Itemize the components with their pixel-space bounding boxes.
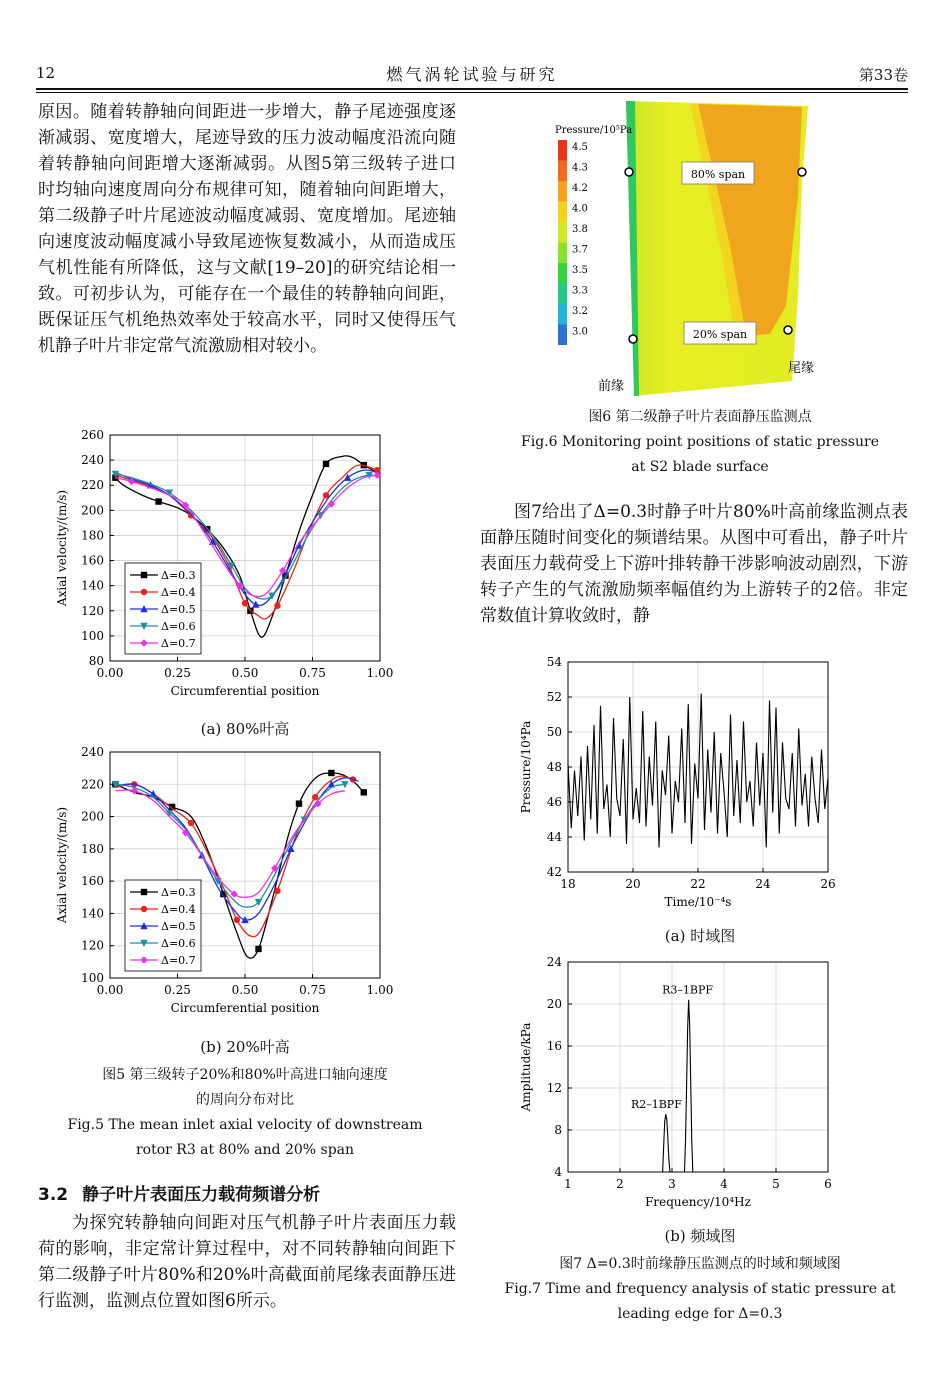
fig7a-subcaption: (a) 时域图	[664, 927, 736, 945]
x-tick-label: 0.25	[164, 666, 191, 680]
y-tick-label: 240	[81, 453, 104, 468]
page-number: 12	[36, 64, 56, 82]
data-point	[312, 794, 318, 800]
legend-entry: Δ=0.4	[161, 586, 196, 599]
section-title: 静子叶片表面压力载荷频谱分析	[82, 1185, 321, 1205]
y-tick-label: 220	[81, 777, 104, 792]
fig5-caption-cn-2: 的周向分布对比	[196, 1092, 294, 1108]
legend-entry: Δ=0.3	[161, 569, 196, 582]
fig5b-subcaption: (b) 20%叶高	[200, 1038, 290, 1056]
legend-entry: Δ=0.5	[161, 603, 196, 616]
monitor-point-te-20	[784, 326, 792, 334]
y-tick-label: 100	[81, 971, 104, 985]
fig5-caption-en-2: rotor R3 at 80% and 20% span	[135, 1142, 355, 1158]
colorbar-tick-label: 4.0	[572, 203, 588, 215]
fig6-caption-cn: 图6 第二级静子叶片表面静压监测点	[588, 409, 812, 425]
colorbar-tick-label: 3.8	[572, 224, 588, 235]
journal-title: 燃气涡轮试验与研究	[386, 65, 558, 84]
y-tick-label: 42	[546, 865, 562, 879]
y-tick-label: 160	[81, 553, 104, 568]
colorbar-tick-label: 3.3	[572, 285, 588, 297]
y-tick-label: 140	[81, 906, 104, 921]
colorbar-swatch	[558, 222, 567, 243]
page-header	[36, 62, 908, 84]
legend-entry: Δ=0.7	[161, 637, 196, 650]
y-axis-label: Pressure/10⁴Pa	[519, 720, 533, 814]
fig7-caption-cn: 图7 Δ=0.3时前缘静压监测点的时域和频域图	[559, 1256, 841, 1272]
label-20-span: 20% span	[692, 328, 748, 341]
x-tick-label: 22	[690, 877, 706, 891]
colorbar-tick-label: 3.2	[572, 306, 588, 317]
colorbar-swatch	[558, 243, 567, 264]
label-trailing-edge: 尾缘	[788, 361, 815, 376]
peak-annotation: R2–1BPF	[630, 1097, 682, 1111]
legend-entry: Δ=0.6	[161, 937, 196, 950]
x-tick-label: 1.00	[366, 983, 394, 997]
fig6-caption-en-2: at S2 blade surface	[631, 459, 769, 475]
x-axis-label: Frequency/10⁴Hz	[645, 1195, 751, 1209]
monitor-point-le-20	[629, 335, 637, 343]
monitor-point-le-80	[625, 168, 633, 176]
y-tick-label: 200	[81, 503, 104, 518]
y-tick-label: 220	[81, 478, 104, 493]
y-tick-label: 200	[81, 809, 104, 824]
y-tick-label: 120	[81, 603, 104, 618]
volume-label: 第33卷	[858, 66, 908, 84]
fig7-caption-en-1: Fig.7 Time and frequency analysis of static pressure at	[504, 1281, 896, 1297]
fig5-caption	[30, 1063, 460, 1163]
y-tick-label: 12	[546, 1081, 562, 1095]
legend-marker	[141, 589, 147, 595]
x-tick-label: 18	[560, 877, 576, 891]
x-tick-label: 0.75	[299, 666, 326, 680]
fig5-caption-en-1: Fig.5 The mean inlet axial velocity of downstream	[67, 1117, 423, 1133]
fig5b-chart	[30, 742, 460, 1042]
series-line	[663, 1000, 693, 1172]
y-axis-label: Axial velocity/(m/s)	[55, 806, 69, 924]
fig7a-chart	[510, 652, 840, 924]
legend-entry: Δ=0.4	[161, 903, 196, 916]
fig5-caption-cn-1: 图5 第三级转子20%和80%叶高进口轴向速度	[102, 1067, 388, 1083]
data-point	[188, 820, 194, 826]
colorbar-tick-label: 3.5	[572, 265, 588, 276]
series-1	[663, 1000, 693, 1172]
section-paragraph: 为探究转静轴向间距对压气机静子叶片表面压力载荷的影响，非定常计算过程中，对不同转静轴向间距下第二级静子叶片80%和20%叶高截面前尾缘表面静压进行监测，监测点位置如图6所示。	[38, 1213, 456, 1311]
colorbar-swatch	[558, 161, 567, 182]
y-tick-label: 4	[554, 1165, 562, 1179]
y-tick-label: 120	[81, 938, 104, 953]
x-tick-label: 0.50	[231, 983, 259, 997]
y-tick-label: 20	[546, 997, 562, 1011]
fig7-caption-en-2: leading edge for Δ=0.3	[617, 1306, 783, 1322]
colorbar-tick-label: 4.5	[572, 142, 588, 153]
colorbar	[558, 140, 588, 345]
y-tick-label: 140	[81, 578, 104, 593]
data-point	[328, 770, 334, 776]
x-tick-label: 1	[564, 1177, 572, 1191]
x-tick-label: 20	[625, 877, 641, 891]
colorbar-swatch	[558, 140, 567, 161]
data-point	[361, 789, 367, 795]
fig5a-subcaption: (a) 80%叶高	[200, 720, 290, 738]
y-tick-label: 260	[81, 428, 104, 442]
data-point	[274, 888, 280, 894]
y-tick-label: 80	[88, 654, 104, 668]
data-point	[252, 601, 259, 608]
y-tick-label: 50	[546, 725, 562, 739]
data-point	[296, 800, 302, 806]
data-point	[242, 600, 248, 606]
x-tick-label: 1.00	[366, 666, 394, 680]
fig5a-chart	[30, 425, 460, 725]
left-paragraph: 原因。随着转静轴向间距进一步增大，静子尾迹强度逐渐减弱、宽度增大，尾迹导致的压力波动幅度沿流向随着转静轴向间距增大逐渐减弱。从图5第三级转子进口时均轴向速度周向分布规律可知，随着轴向间距增大，第二级静子叶片尾迹波动幅度减弱、宽度增加。尾迹轴向速度波动幅度减小导致尾迹恢复数减小，从而造成压气机性能有所降低，这与文献[19–20]的研究结论相一致。可初步认为，可能存在一个最佳的转静轴向间距，既保证压气机绝热效率处于较高水平，同时又使得压气机静子叶片非定常气流激励相对较小。	[38, 102, 456, 356]
colorbar-tick-label: 4.3	[572, 162, 588, 174]
colorbar-title: Pressure/10⁵Pa	[555, 125, 633, 136]
legend-entry: Δ=0.6	[161, 620, 196, 633]
x-tick-label: 5	[772, 1177, 780, 1191]
legend-marker	[141, 906, 147, 912]
label-80-span: 80% span	[690, 168, 746, 181]
x-tick-label: 6	[824, 1177, 832, 1191]
x-tick-label: 0.75	[299, 983, 326, 997]
legend	[125, 563, 201, 654]
y-tick-label: 240	[81, 745, 104, 759]
x-tick-label: 0.25	[164, 983, 191, 997]
colorbar-tick-label: 3.7	[572, 244, 588, 256]
label-leading-edge: 前缘	[598, 379, 625, 394]
fig6-contour-figure	[540, 96, 840, 402]
fig7b-chart	[510, 952, 840, 1224]
x-tick-label: 26	[820, 877, 836, 891]
colorbar-swatch	[558, 284, 567, 305]
fig7-caption	[480, 1252, 920, 1327]
legend-entry: Δ=0.5	[161, 920, 196, 933]
x-tick-label: 0.50	[231, 666, 259, 680]
y-tick-label: 160	[81, 874, 104, 889]
x-axis-label: Circumferential position	[170, 1001, 320, 1015]
fig6-caption-en-1: Fig.6 Monitoring point positions of static pressure	[521, 434, 879, 450]
monitor-point-te-80	[798, 168, 806, 176]
x-tick-label: 4	[720, 1177, 728, 1191]
y-tick-label: 24	[546, 955, 562, 969]
peak-annotation: R3–1BPF	[662, 983, 714, 997]
y-tick-label: 180	[81, 841, 104, 856]
x-tick-label: 3	[668, 1177, 676, 1191]
y-tick-label: 46	[546, 795, 562, 809]
section-number: 3.2	[38, 1185, 69, 1205]
colorbar-swatch	[558, 325, 567, 346]
y-tick-label: 54	[546, 655, 562, 669]
x-axis-label: Circumferential position	[170, 684, 320, 698]
colorbar-swatch	[558, 304, 567, 325]
fig6-caption	[480, 405, 920, 480]
header-rule-thick	[36, 88, 908, 90]
x-axis-label: Time/10⁻⁴s	[664, 895, 732, 909]
right-paragraph: 图7给出了Δ=0.3时静子叶片80%叶高前缘监测点表面静压随时间变化的频谱结果。从图中可看出，静子叶片表面压力载荷受上下游叶排转静干涉影响波动剧烈，下游转子产生的气流激励频率幅值约为上游转子的2倍。非定常数值计算收敛时，静	[480, 502, 908, 626]
y-tick-label: 16	[546, 1039, 562, 1053]
data-point	[234, 917, 240, 923]
data-point	[255, 946, 261, 952]
data-point	[155, 498, 161, 504]
legend-entry: Δ=0.7	[161, 954, 196, 967]
legend-marker	[141, 889, 147, 895]
legend-entry: Δ=0.3	[161, 886, 196, 899]
data-point	[323, 461, 329, 467]
x-tick-label: 0.00	[96, 983, 124, 997]
legend-marker	[141, 572, 147, 578]
y-tick-label: 44	[546, 830, 562, 844]
section-heading	[38, 1180, 320, 1205]
colorbar-tick-label: 3.0	[572, 326, 588, 338]
y-tick-label: 100	[81, 628, 104, 643]
grid	[568, 662, 828, 872]
x-tick-label: 0.00	[96, 666, 124, 680]
legend	[125, 880, 201, 971]
x-tick-label: 24	[755, 877, 771, 891]
y-tick-label: 180	[81, 528, 104, 543]
colorbar-swatch	[558, 181, 567, 202]
x-tick-label: 2	[616, 1177, 624, 1191]
colorbar-tick-label: 4.2	[572, 183, 588, 194]
data-point	[274, 603, 280, 609]
y-tick-label: 48	[546, 760, 562, 774]
y-axis-label: Amplitude/kPa	[519, 1022, 533, 1112]
y-tick-label: 8	[554, 1123, 562, 1137]
y-tick-label: 52	[546, 690, 562, 704]
colorbar-swatch	[558, 263, 567, 284]
y-axis-label: Axial velocity/(m/s)	[55, 489, 69, 607]
colorbar-swatch	[558, 202, 567, 223]
fig7b-subcaption: (b) 频域图	[664, 1227, 736, 1245]
header-rule-thin	[36, 92, 908, 93]
